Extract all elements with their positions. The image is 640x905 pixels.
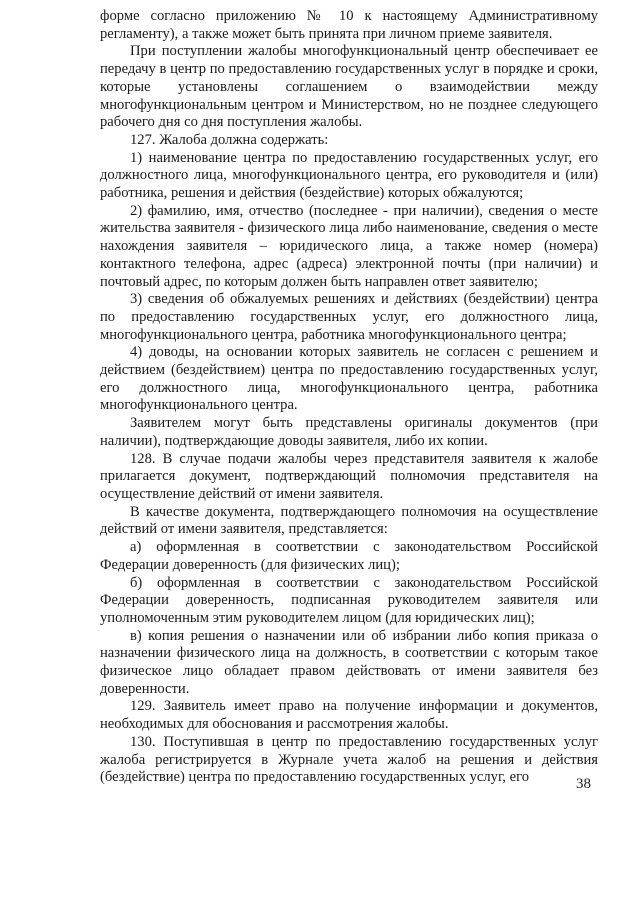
paragraph-128-item-b: б) оформленная в соответствии с законодательством Российской Федерации доверенность, подписанная руководителем заявителя или уполномоченным этим руководителем лицом (для юридических лиц); xyxy=(100,574,598,626)
paragraph-128-item-v: в) копия решения о назначении или об избрании либо копия приказа о назначении физического лица на должность, в соответствии с которым такое физическое лицо обладает правом действовать от имени заявителя без доверенности. xyxy=(100,627,598,697)
paragraph-continuation: форме согласно приложению № 10 к настоящему Административному регламенту), а также может быть принята при личном приеме заявителя. xyxy=(100,8,598,42)
paragraph-127-item-3: 3) сведения об обжалуемых решениях и действиях (бездействии) центра по предоставлению государственных услуг, его должностного лица, многофункционального центра, работника многофункционального центра; xyxy=(100,291,598,343)
paragraph-mfc-transfer: При поступлении жалобы многофункциональный центр обеспечивает ее передачу в центр по предоставлению государственных услуг в порядке и сроки, которые установлены соглашением о взаимодействии между многофункциональным центром и Министерством, но не позднее следующего рабочего дня со дня поступления жалобы. xyxy=(100,43,598,131)
paragraph-127-item-2: 2) фамилию, имя, отчество (последнее - при наличии), сведения о месте жительства заявителя - физического лица либо наименование, сведения о месте нахождения заявителя – юридического лица, а также номер (номера) контактного телефона, адрес (адреса) электронной почты (при наличии) и почтовый адрес, по которым должен быть направлен ответ заявителю; xyxy=(100,202,598,290)
document-body xyxy=(100,8,598,787)
paragraph-127-heading: 127. Жалоба должна содержать: xyxy=(130,131,329,148)
paragraph-129: 129. Заявитель имеет право на получение информации и документов, необходимых для обоснования и рассмотрения жалобы. xyxy=(100,698,598,733)
paragraph-128-documents: В качестве документа, подтверждающего полномочия на осуществление действий от имени заявителя, представляется: xyxy=(100,503,598,538)
paragraph-originals: Заявителем могут быть представлены оригиналы документов (при наличии), подтверждающие доводы заявителя, либо их копии. xyxy=(100,415,598,449)
paragraph-127-item-4: 4) доводы, на основании которых заявитель не согласен с решением и действием (бездействием) центра по предоставлению государственных услуг, его должностного лица, многофункционального центра, работника многофункционального центра. xyxy=(100,344,598,414)
paragraph-128-item-a: а) оформленная в соответствии с законодательством Российской Федерации доверенность (для физических лиц); xyxy=(100,539,598,573)
paragraph-127-item-1: 1) наименование центра по предоставлению государственных услуг, его должностного лица, многофункционального центра, его руководителя и (или) работника, решения и действия (бездействие) которых обжалуются; xyxy=(100,149,598,202)
paragraph-130: 130. Поступившая в центр по предоставлению государственных услуг жалоба регистрируется в Журнале учета жалоб на решения и действия (бездействие) центра по предоставлению государственных услуг, его xyxy=(100,733,598,786)
page-number: 38 xyxy=(576,776,591,792)
paragraph-128: 128. В случае подачи жалобы через представителя заявителя к жалобе прилагается документ, подтверждающий полномочия представителя на осуществление действий от имени заявителя. xyxy=(100,450,598,502)
